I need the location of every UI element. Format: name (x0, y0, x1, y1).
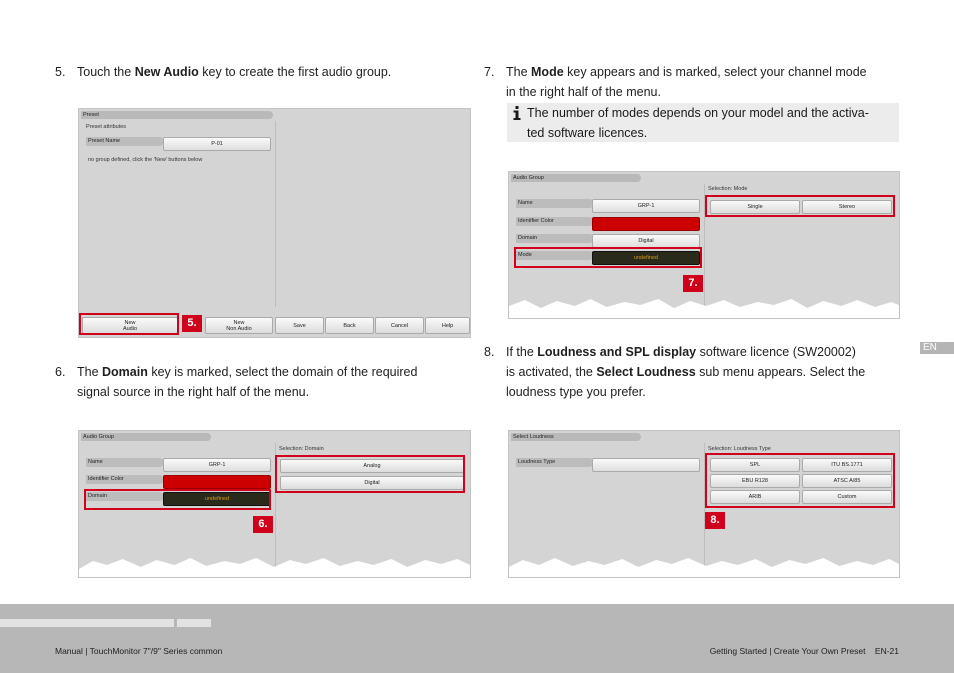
button-line: New (233, 319, 245, 326)
highlight-mode (514, 247, 702, 268)
step-number: 5. (55, 65, 66, 79)
help-button[interactable]: Help (425, 317, 470, 334)
option-arib[interactable]: ARIB (710, 490, 800, 504)
step-text-part: key is marked, select the domain of the required (147, 365, 418, 379)
step-text-part: sub menu appears. Select the (695, 365, 866, 379)
info-text: no group defined, click the 'New' buttons below (88, 157, 203, 163)
language-tab: EN (920, 342, 954, 354)
torn-edge (79, 555, 470, 577)
option-atsc-a85[interactable]: ATSC A/85 (802, 474, 892, 488)
button-label (226, 320, 251, 332)
highlight-mode-options (705, 195, 895, 217)
step-text (77, 362, 477, 402)
step-number: 7. (484, 65, 495, 79)
highlight-domain-options (275, 455, 465, 493)
field-label: Domain (86, 492, 164, 501)
button-line: Non Audio (226, 325, 252, 332)
field-label: Identifier Color (516, 217, 594, 226)
note-line: ted software licences. (527, 126, 648, 140)
option-spl[interactable]: SPL (710, 458, 800, 472)
step-text-part: in the right half of the menu. (506, 85, 661, 99)
screen-title: Audio Group (81, 433, 211, 441)
cancel-button[interactable]: Cancel (375, 317, 424, 334)
step-text-part: is activated, the (506, 365, 597, 379)
option-analog[interactable]: Analog (280, 459, 464, 473)
identifier-color-field[interactable] (592, 217, 700, 231)
step-5 (55, 62, 475, 84)
step-text-part: loudness type you prefer. (506, 385, 646, 399)
field-label: Name (86, 458, 164, 467)
torn-edge (509, 555, 899, 577)
info-icon (512, 106, 522, 120)
step-text-part: key to create the first audio group. (198, 65, 392, 79)
step-tag: 5. (182, 315, 202, 332)
option-digital[interactable]: Digital (280, 476, 464, 490)
step-text-part: If the (506, 345, 538, 359)
domain-field[interactable]: Digital (592, 234, 700, 248)
key-name: Select Loudness (596, 365, 696, 379)
identifier-color-field[interactable] (163, 475, 271, 489)
key-name: Mode (531, 65, 564, 79)
step-text-part: signal source in the right half of the menu. (77, 385, 310, 399)
footer-strip (177, 619, 211, 627)
screen-title: Preset (81, 111, 273, 119)
field-label: Preset Name (86, 137, 164, 146)
field-label: Domain (516, 234, 594, 243)
option-itu-bs1771[interactable]: ITU BS.1771 (802, 458, 892, 472)
option-ebu-r128[interactable]: EBU R128 (710, 474, 800, 488)
group-name-field[interactable]: GRP-1 (592, 199, 700, 213)
footer-right-text: Getting Started | Create Your Own Preset EN-21 (709, 646, 899, 656)
button-line: New (124, 319, 136, 326)
step-text (506, 62, 906, 102)
group-name-field[interactable]: GRP-1 (163, 458, 271, 472)
page-footer (0, 604, 954, 673)
step-text-part: The (77, 365, 103, 379)
save-button[interactable]: Save (275, 317, 324, 334)
note-line: The number of modes depends on your model and the activa- (527, 106, 869, 120)
torn-edge (509, 296, 899, 318)
step-text (506, 342, 906, 402)
step-tag: 6. (253, 516, 273, 533)
info-note (507, 103, 899, 142)
pane-divider (275, 121, 276, 307)
step-number: 8. (484, 345, 495, 359)
button-line: Audio (122, 325, 138, 332)
field-label: Loudness Type (516, 458, 594, 467)
domain-field[interactable]: undefined (163, 492, 271, 506)
field-label: Name (516, 199, 594, 208)
key-name: Loudness and SPL display (537, 345, 697, 359)
highlight-loudness-options (705, 453, 895, 508)
footer-strip (0, 619, 174, 627)
field-label: Mode (516, 251, 594, 260)
step-text-part: Touch the (77, 65, 135, 79)
step-text-part: The (506, 65, 532, 79)
selection-title: Selection: Loudness Type (708, 446, 771, 452)
option-stereo[interactable]: Stereo (802, 200, 892, 214)
highlight-new-audio (79, 313, 179, 335)
option-single[interactable]: Single (710, 200, 800, 214)
step-number: 6. (55, 365, 66, 379)
step-tag: 8. (705, 512, 725, 529)
note-text (527, 103, 897, 143)
step-6 (55, 362, 475, 404)
selection-title: Selection: Mode (708, 186, 748, 192)
screen-title: Select Loudness (511, 433, 641, 441)
step-8 (484, 342, 904, 404)
field-label: Identifier Color (86, 475, 164, 484)
step-text-part: key appears and is marked, select your channel mode (563, 65, 867, 79)
preset-name-field[interactable]: P-01 (163, 137, 271, 151)
loudness-type-field[interactable] (592, 458, 700, 472)
screen-title: Audio Group (511, 174, 641, 182)
step-text (77, 62, 391, 82)
selection-title: Selection: Domain (279, 446, 324, 452)
footer-left-text: Manual | TouchMonitor 7"/9" Series common (55, 646, 223, 656)
back-button[interactable]: Back (325, 317, 374, 334)
step-text-part: software licence (SW20002) (696, 345, 856, 359)
screenshot-mode (508, 171, 900, 319)
step-7 (484, 62, 904, 104)
section-title: Preset attributes (86, 124, 127, 130)
mode-field[interactable]: undefined (592, 251, 700, 265)
highlight-domain (84, 489, 271, 510)
option-custom[interactable]: Custom (802, 490, 892, 504)
key-name: New Audio (134, 65, 199, 79)
new-non-audio-button[interactable] (205, 317, 273, 334)
key-name: Domain (102, 365, 148, 379)
step-tag: 7. (683, 275, 703, 292)
screenshot-preset (78, 108, 471, 338)
